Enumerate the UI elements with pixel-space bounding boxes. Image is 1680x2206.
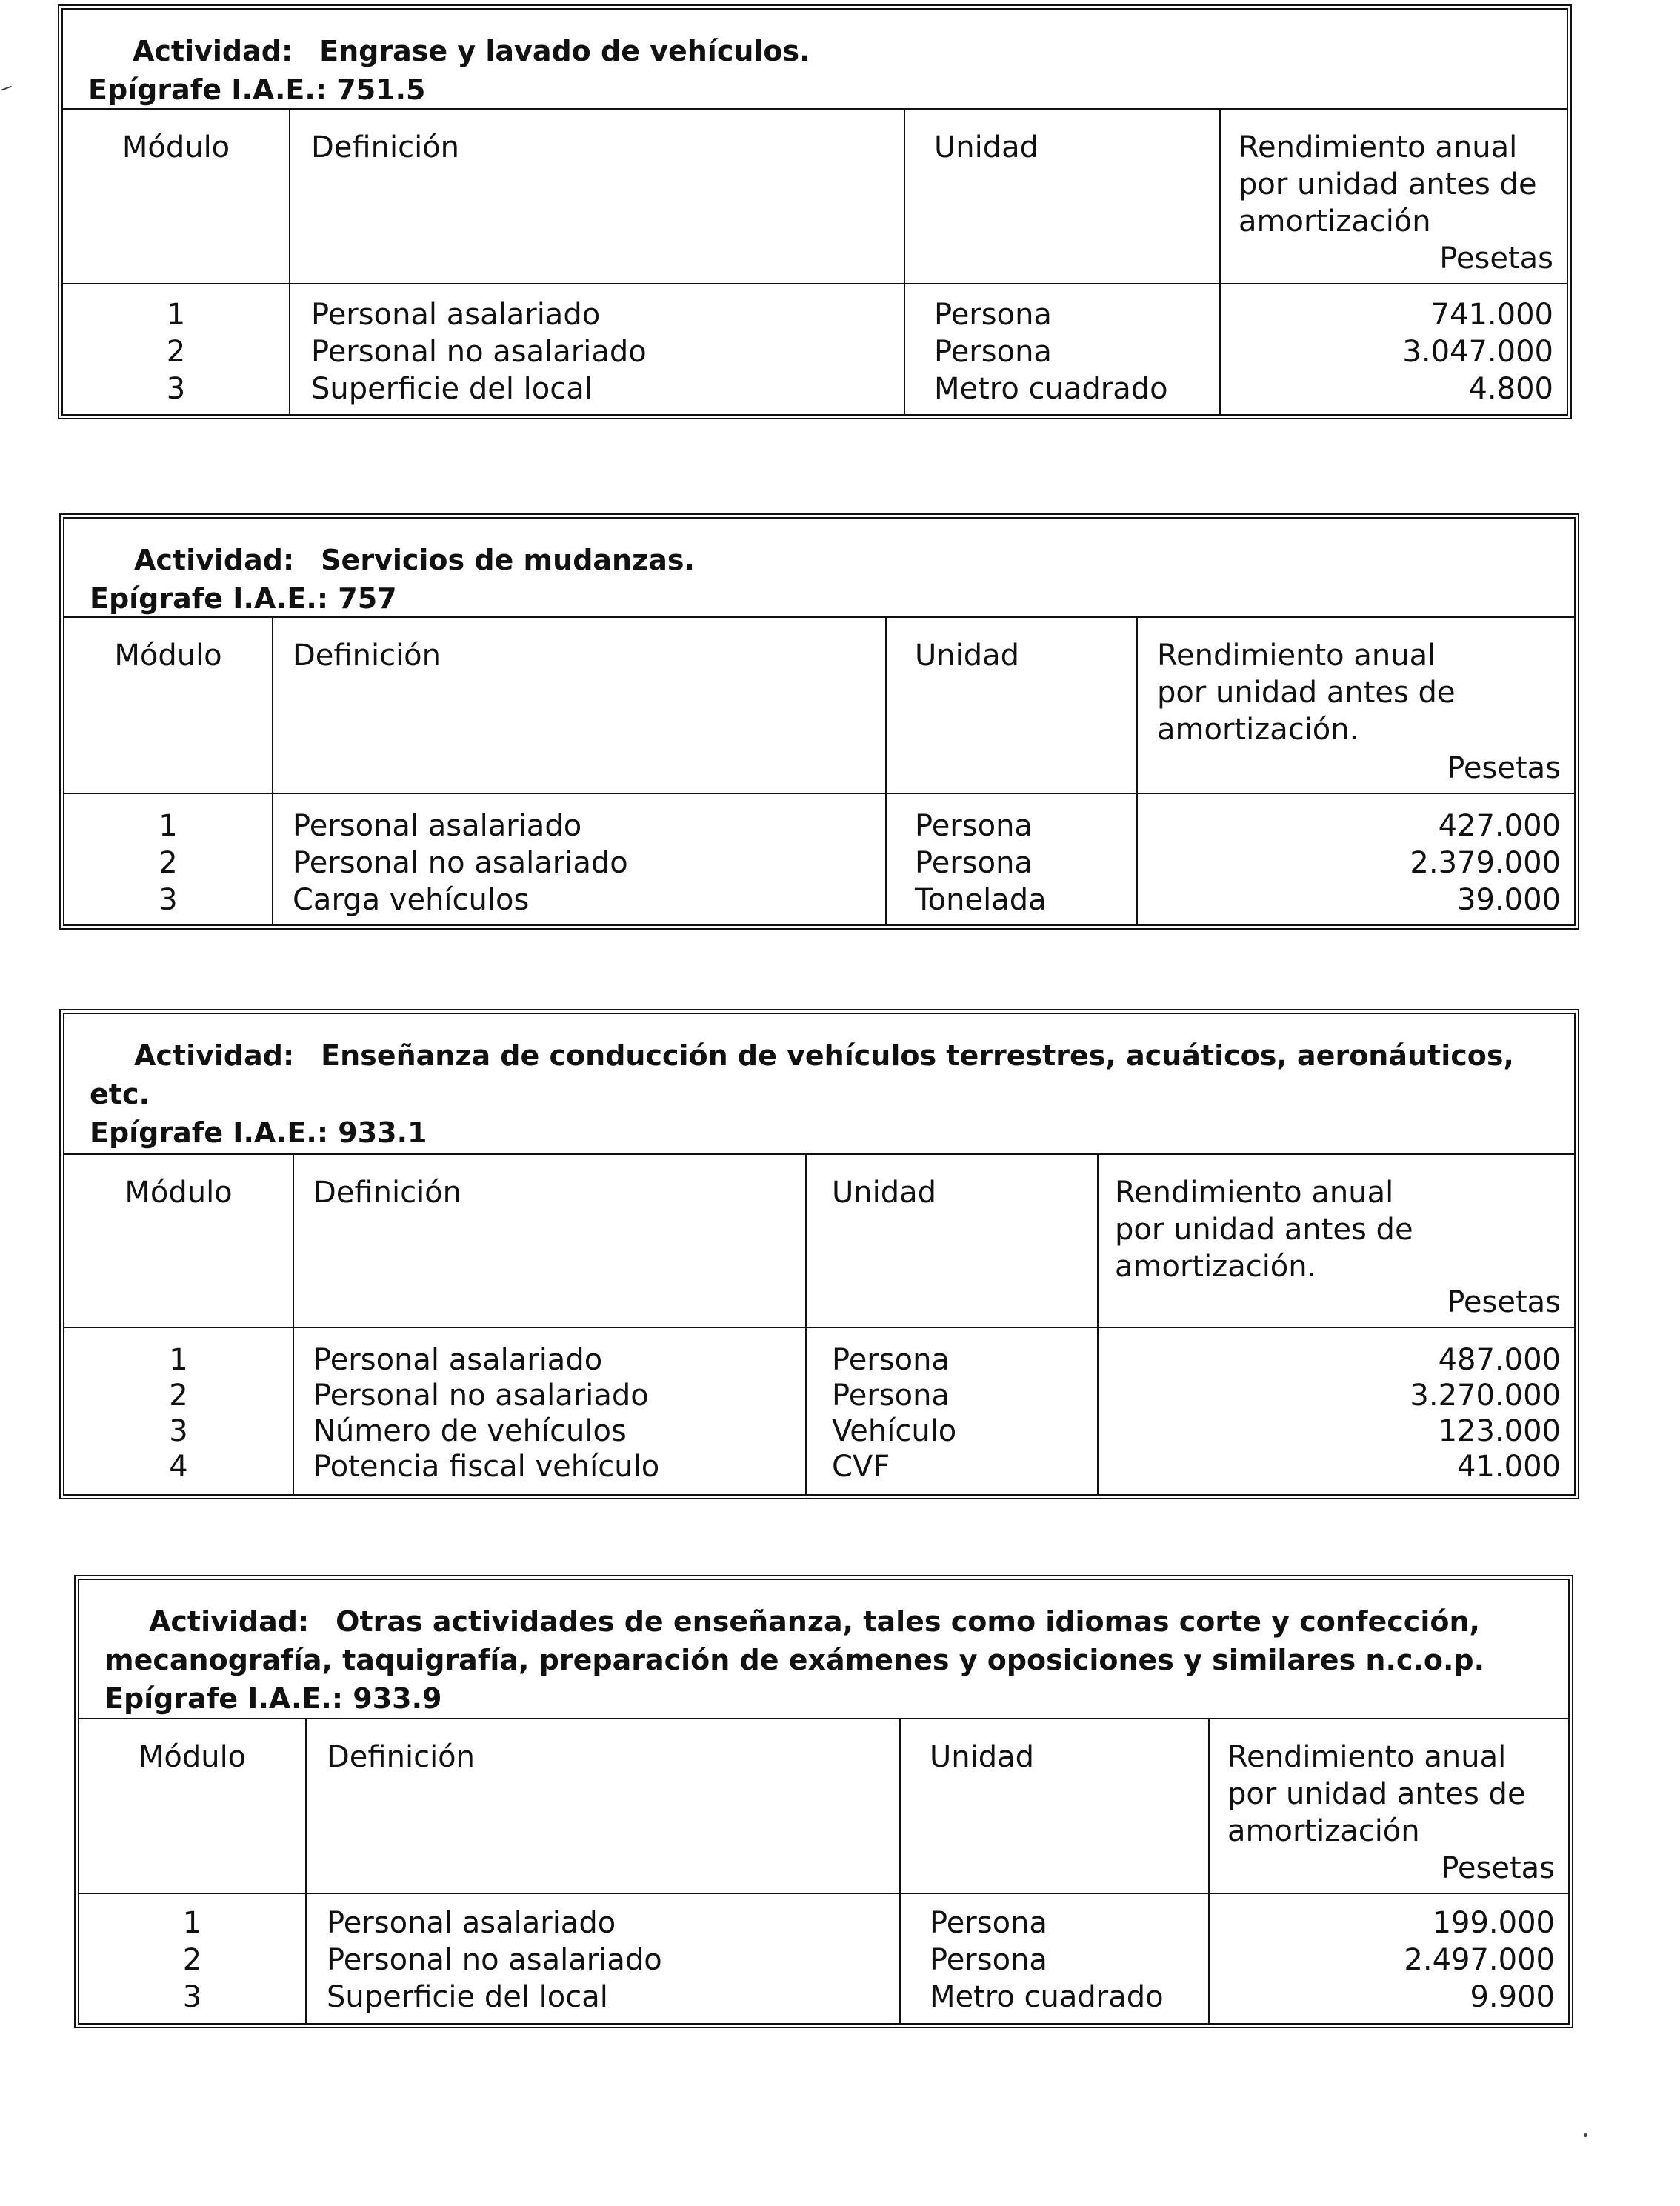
cell-definicion: Personal asalariado: [313, 1343, 603, 1377]
epigrafe-label: Epígrafe I.A.E.:: [90, 1116, 329, 1149]
scan-speck: [1584, 2133, 1587, 2137]
actividad-text-continued: mecanografía, taquigrafía, preparación de exámenes y oposiciones y similares n.c.o.p.: [104, 1644, 1485, 1676]
currency-label: Pesetas: [1441, 1851, 1555, 1885]
modules-table: [64, 618, 1574, 924]
column-divider: [293, 1155, 294, 1494]
cell-definicion: Personal no asalariado: [327, 1943, 662, 1977]
column-divider: [805, 1155, 807, 1494]
activity-header: [64, 519, 1574, 618]
table-header-row: [64, 1155, 1574, 1328]
column-divider: [1219, 110, 1221, 414]
column-header-unidad: Unidad: [832, 1176, 937, 1210]
column-header-unidad: Unidad: [934, 130, 1039, 164]
cell-modulo: 2: [182, 1943, 202, 1977]
epigrafe-value: 757: [338, 582, 397, 615]
cell-modulo: 3: [159, 883, 178, 917]
column-divider: [1208, 1719, 1210, 2023]
column-divider: [305, 1719, 307, 2023]
currency-label: Pesetas: [1439, 241, 1553, 276]
epigrafe-value: 933.1: [338, 1116, 427, 1149]
table-header-row: [64, 618, 1574, 794]
actividad-text: Engrase y lavado de vehículos.: [319, 35, 810, 67]
cell-rendimiento: 123.000: [1438, 1414, 1561, 1448]
cell-unidad: Tonelada: [915, 883, 1047, 917]
cell-definicion: Personal asalariado: [311, 298, 601, 332]
column-divider: [904, 110, 905, 414]
cell-modulo: 1: [182, 1906, 202, 1940]
rendimiento-line-3: amortización.: [1157, 713, 1359, 747]
column-header-unidad: Unidad: [915, 639, 1020, 673]
actividad-text: Otras actividades de enseñanza, tales como idiomas corte y confección,: [336, 1605, 1480, 1638]
rendimiento-line-3: amortización: [1227, 1814, 1420, 1848]
rendimiento-line-2: por unidad antes de: [1115, 1213, 1413, 1247]
column-header-rendimiento: [1115, 1174, 1413, 1285]
column-header-modulo: Módulo: [138, 1740, 247, 1774]
cell-definicion: Personal asalariado: [293, 809, 582, 843]
cell-rendimiento: 199.000: [1432, 1906, 1555, 1940]
cell-unidad: Persona: [930, 1906, 1047, 1940]
epigrafe-value: 751.5: [336, 73, 426, 106]
cell-definicion: Superficie del local: [311, 372, 593, 406]
cell-definicion: Potencia fiscal vehículo: [313, 1450, 660, 1484]
epigrafe-label: Epígrafe I.A.E.:: [104, 1682, 344, 1715]
activity-table-4: [74, 1575, 1573, 2028]
cell-unidad: Persona: [832, 1343, 950, 1377]
cell-rendimiento: 487.000: [1438, 1343, 1561, 1377]
actividad-text: Enseñanza de conducción de vehículos terrestres, acuáticos, aeronáuticos,: [321, 1039, 1514, 1072]
cell-unidad: Persona: [934, 298, 1052, 332]
column-divider: [899, 1719, 901, 2023]
activity-table-1: [58, 4, 1572, 419]
activity-header: [64, 1014, 1574, 1155]
column-header-modulo: Módulo: [114, 639, 222, 673]
scan-speck: [1, 86, 12, 91]
epigrafe-label: Epígrafe I.A.E.:: [90, 582, 329, 615]
cell-modulo: 2: [169, 1379, 188, 1413]
currency-label: Pesetas: [1447, 751, 1561, 785]
cell-definicion: Personal no asalariado: [311, 335, 647, 369]
rendimiento-line-2: por unidad antes de: [1239, 167, 1537, 201]
cell-rendimiento: 2.379.000: [1410, 846, 1561, 880]
cell-modulo: 2: [159, 846, 178, 880]
cell-modulo: 3: [166, 372, 186, 406]
column-divider: [272, 618, 273, 924]
column-divider: [885, 618, 887, 924]
cell-modulo: 1: [159, 809, 178, 843]
actividad-label: Actividad:: [134, 1039, 295, 1072]
cell-rendimiento: 41.000: [1457, 1450, 1561, 1484]
cell-definicion: Número de vehículos: [313, 1414, 627, 1448]
modules-table: [64, 1155, 1574, 1494]
cell-rendimiento: 4.800: [1468, 372, 1553, 406]
cell-rendimiento: 3.270.000: [1410, 1379, 1561, 1413]
activity-header: [63, 10, 1567, 110]
rendimiento-line-2: por unidad antes de: [1227, 1777, 1526, 1811]
column-divider: [1136, 618, 1138, 924]
cell-unidad: Metro cuadrado: [930, 1980, 1164, 2014]
actividad-label: Actividad:: [133, 35, 293, 67]
cell-definicion: Personal asalariado: [327, 1906, 616, 1940]
rendimiento-line-2: por unidad antes de: [1157, 676, 1456, 710]
cell-modulo: 1: [166, 298, 186, 332]
rendimiento-line-1: Rendimiento anual: [1115, 1176, 1394, 1210]
column-header-definicion: Definición: [311, 130, 459, 164]
table-header-row: [79, 1719, 1568, 1894]
cell-unidad: Metro cuadrado: [934, 372, 1168, 406]
cell-modulo: 4: [169, 1450, 188, 1484]
column-header-modulo: Módulo: [121, 130, 230, 164]
epigrafe-value: 933.9: [353, 1682, 442, 1715]
cell-unidad: Persona: [915, 809, 1033, 843]
rendimiento-line-3: amortización.: [1115, 1250, 1317, 1284]
activity-table-2: [59, 513, 1579, 930]
actividad-text-continued: etc.: [90, 1078, 150, 1110]
rendimiento-line-3: amortización: [1239, 204, 1431, 239]
actividad-label: Actividad:: [134, 544, 295, 576]
modules-table: [79, 1719, 1568, 2023]
rendimiento-line-1: Rendimiento anual: [1157, 639, 1436, 673]
modules-table: [63, 110, 1567, 414]
cell-unidad: Persona: [930, 1943, 1047, 1977]
column-divider: [1097, 1155, 1099, 1494]
cell-modulo: 1: [169, 1343, 188, 1377]
column-header-definicion: Definición: [327, 1740, 475, 1774]
cell-definicion: Carga vehículos: [293, 883, 530, 917]
cell-unidad: CVF: [832, 1450, 890, 1484]
epigrafe-label: Epígrafe I.A.E.:: [88, 73, 327, 106]
column-divider: [289, 110, 290, 414]
column-header-definicion: Definición: [313, 1176, 461, 1210]
column-header-modulo: Módulo: [124, 1176, 233, 1210]
currency-label: Pesetas: [1447, 1285, 1561, 1319]
activity-header: [79, 1580, 1568, 1719]
cell-definicion: Personal no asalariado: [293, 846, 628, 880]
activity-table-3: [59, 1009, 1579, 1499]
cell-unidad: Persona: [832, 1379, 950, 1413]
actividad-text: Servicios de mudanzas.: [321, 544, 695, 576]
cell-unidad: Persona: [915, 846, 1033, 880]
cell-rendimiento: 3.047.000: [1402, 335, 1553, 369]
cell-rendimiento: 427.000: [1438, 809, 1561, 843]
cell-unidad: Persona: [934, 335, 1052, 369]
cell-modulo: 3: [182, 1980, 202, 2014]
cell-modulo: 2: [166, 335, 186, 369]
column-header-rendimiento: [1227, 1739, 1526, 1850]
cell-modulo: 3: [169, 1414, 188, 1448]
cell-rendimiento: 9.900: [1470, 1980, 1555, 2014]
column-header-unidad: Unidad: [930, 1740, 1035, 1774]
rendimiento-line-1: Rendimiento anual: [1239, 130, 1518, 164]
cell-definicion: Superficie del local: [327, 1980, 608, 2014]
cell-definicion: Personal no asalariado: [313, 1379, 649, 1413]
column-header-definicion: Definición: [293, 639, 441, 673]
cell-rendimiento: 741.000: [1430, 298, 1553, 332]
cell-rendimiento: 2.497.000: [1404, 1943, 1555, 1977]
cell-unidad: Vehículo: [832, 1414, 957, 1448]
rendimiento-line-1: Rendimiento anual: [1227, 1740, 1507, 1774]
actividad-label: Actividad:: [149, 1605, 310, 1638]
column-header-rendimiento: [1157, 637, 1456, 748]
column-header-rendimiento: [1239, 129, 1537, 240]
cell-rendimiento: 39.000: [1457, 883, 1561, 917]
